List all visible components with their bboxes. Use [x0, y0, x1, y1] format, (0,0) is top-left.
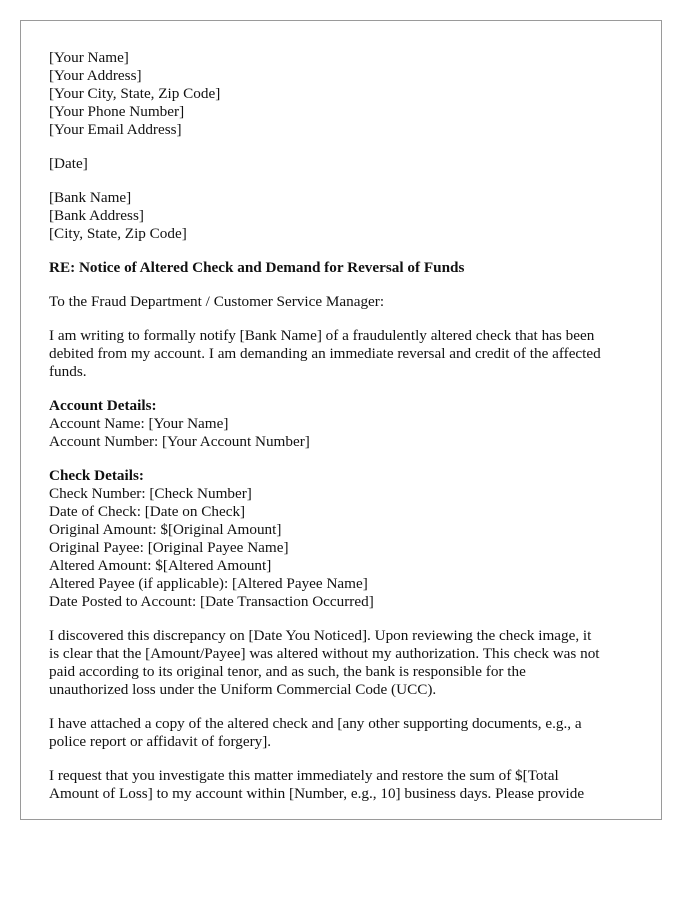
intro-line: funds. [49, 363, 87, 380]
sender-name: [Your Name] [49, 49, 129, 66]
check-date-line: Date of Check: [Date on Check] [49, 503, 246, 520]
recipient-block [49, 189, 649, 243]
account-name-line: Account Name: [Your Name] [49, 415, 229, 432]
request-line: Amount of Loss] to my account within [Number, e.g., 10] business days. Please provide [49, 785, 585, 802]
sender-email: [Your Email Address] [49, 121, 182, 138]
attachments-line: police report or affidavit of forgery]. [49, 733, 272, 750]
intro-line: I am writing to formally notify [Bank Name] of a fraudulently altered check that has been [49, 327, 595, 344]
discovery-line: is clear that the [Amount/Payee] was altered without my authorization. This check was not [49, 645, 600, 662]
sender-address: [Your Address] [49, 67, 142, 84]
letter-date: [Date] [49, 155, 88, 172]
recipient-city-state-zip: [City, State, Zip Code] [49, 225, 187, 242]
original-payee-line: Original Payee: [Original Payee Name] [49, 539, 289, 556]
request-paragraph [49, 767, 649, 803]
sender-city-state-zip: [Your City, State, Zip Code] [49, 85, 221, 102]
check-number-line: Check Number: [Check Number] [49, 485, 252, 502]
recipient-bank-address: [Bank Address] [49, 207, 144, 224]
check-details-heading: Check Details: [49, 467, 144, 484]
attachments-line: I have attached a copy of the altered check and [any other supporting documents, e.g., a [49, 715, 582, 732]
check-details-section [49, 467, 649, 611]
letter-page [20, 20, 662, 820]
discovery-line: I discovered this discrepancy on [Date You Noticed]. Upon reviewing the check image, it [49, 627, 592, 644]
letter-body [49, 49, 649, 803]
altered-amount-line: Altered Amount: $[Altered Amount] [49, 557, 272, 574]
discovery-paragraph [49, 627, 649, 699]
subject-line: RE: Notice of Altered Check and Demand for Reversal of Funds [49, 259, 465, 276]
altered-payee-line: Altered Payee (if applicable): [Altered Payee Name] [49, 575, 368, 592]
account-details-section [49, 397, 649, 451]
sender-phone: [Your Phone Number] [49, 103, 185, 120]
date-posted-line: Date Posted to Account: [Date Transaction Occurred] [49, 593, 374, 610]
request-line: I request that you investigate this matter immediately and restore the sum of $[Total [49, 767, 559, 784]
intro-paragraph [49, 327, 649, 381]
account-number-line: Account Number: [Your Account Number] [49, 433, 310, 450]
sender-block [49, 49, 649, 139]
original-amount-line: Original Amount: $[Original Amount] [49, 521, 282, 538]
salutation: To the Fraud Department / Customer Service Manager: [49, 293, 385, 310]
account-details-heading: Account Details: [49, 397, 157, 414]
recipient-bank-name: [Bank Name] [49, 189, 132, 206]
discovery-line: paid according to its original tenor, and as such, the bank is responsible for the [49, 663, 526, 680]
discovery-line: unauthorized loss under the Uniform Commercial Code (UCC). [49, 681, 437, 698]
intro-line: debited from my account. I am demanding an immediate reversal and credit of the affected [49, 345, 601, 362]
attachments-paragraph [49, 715, 649, 751]
